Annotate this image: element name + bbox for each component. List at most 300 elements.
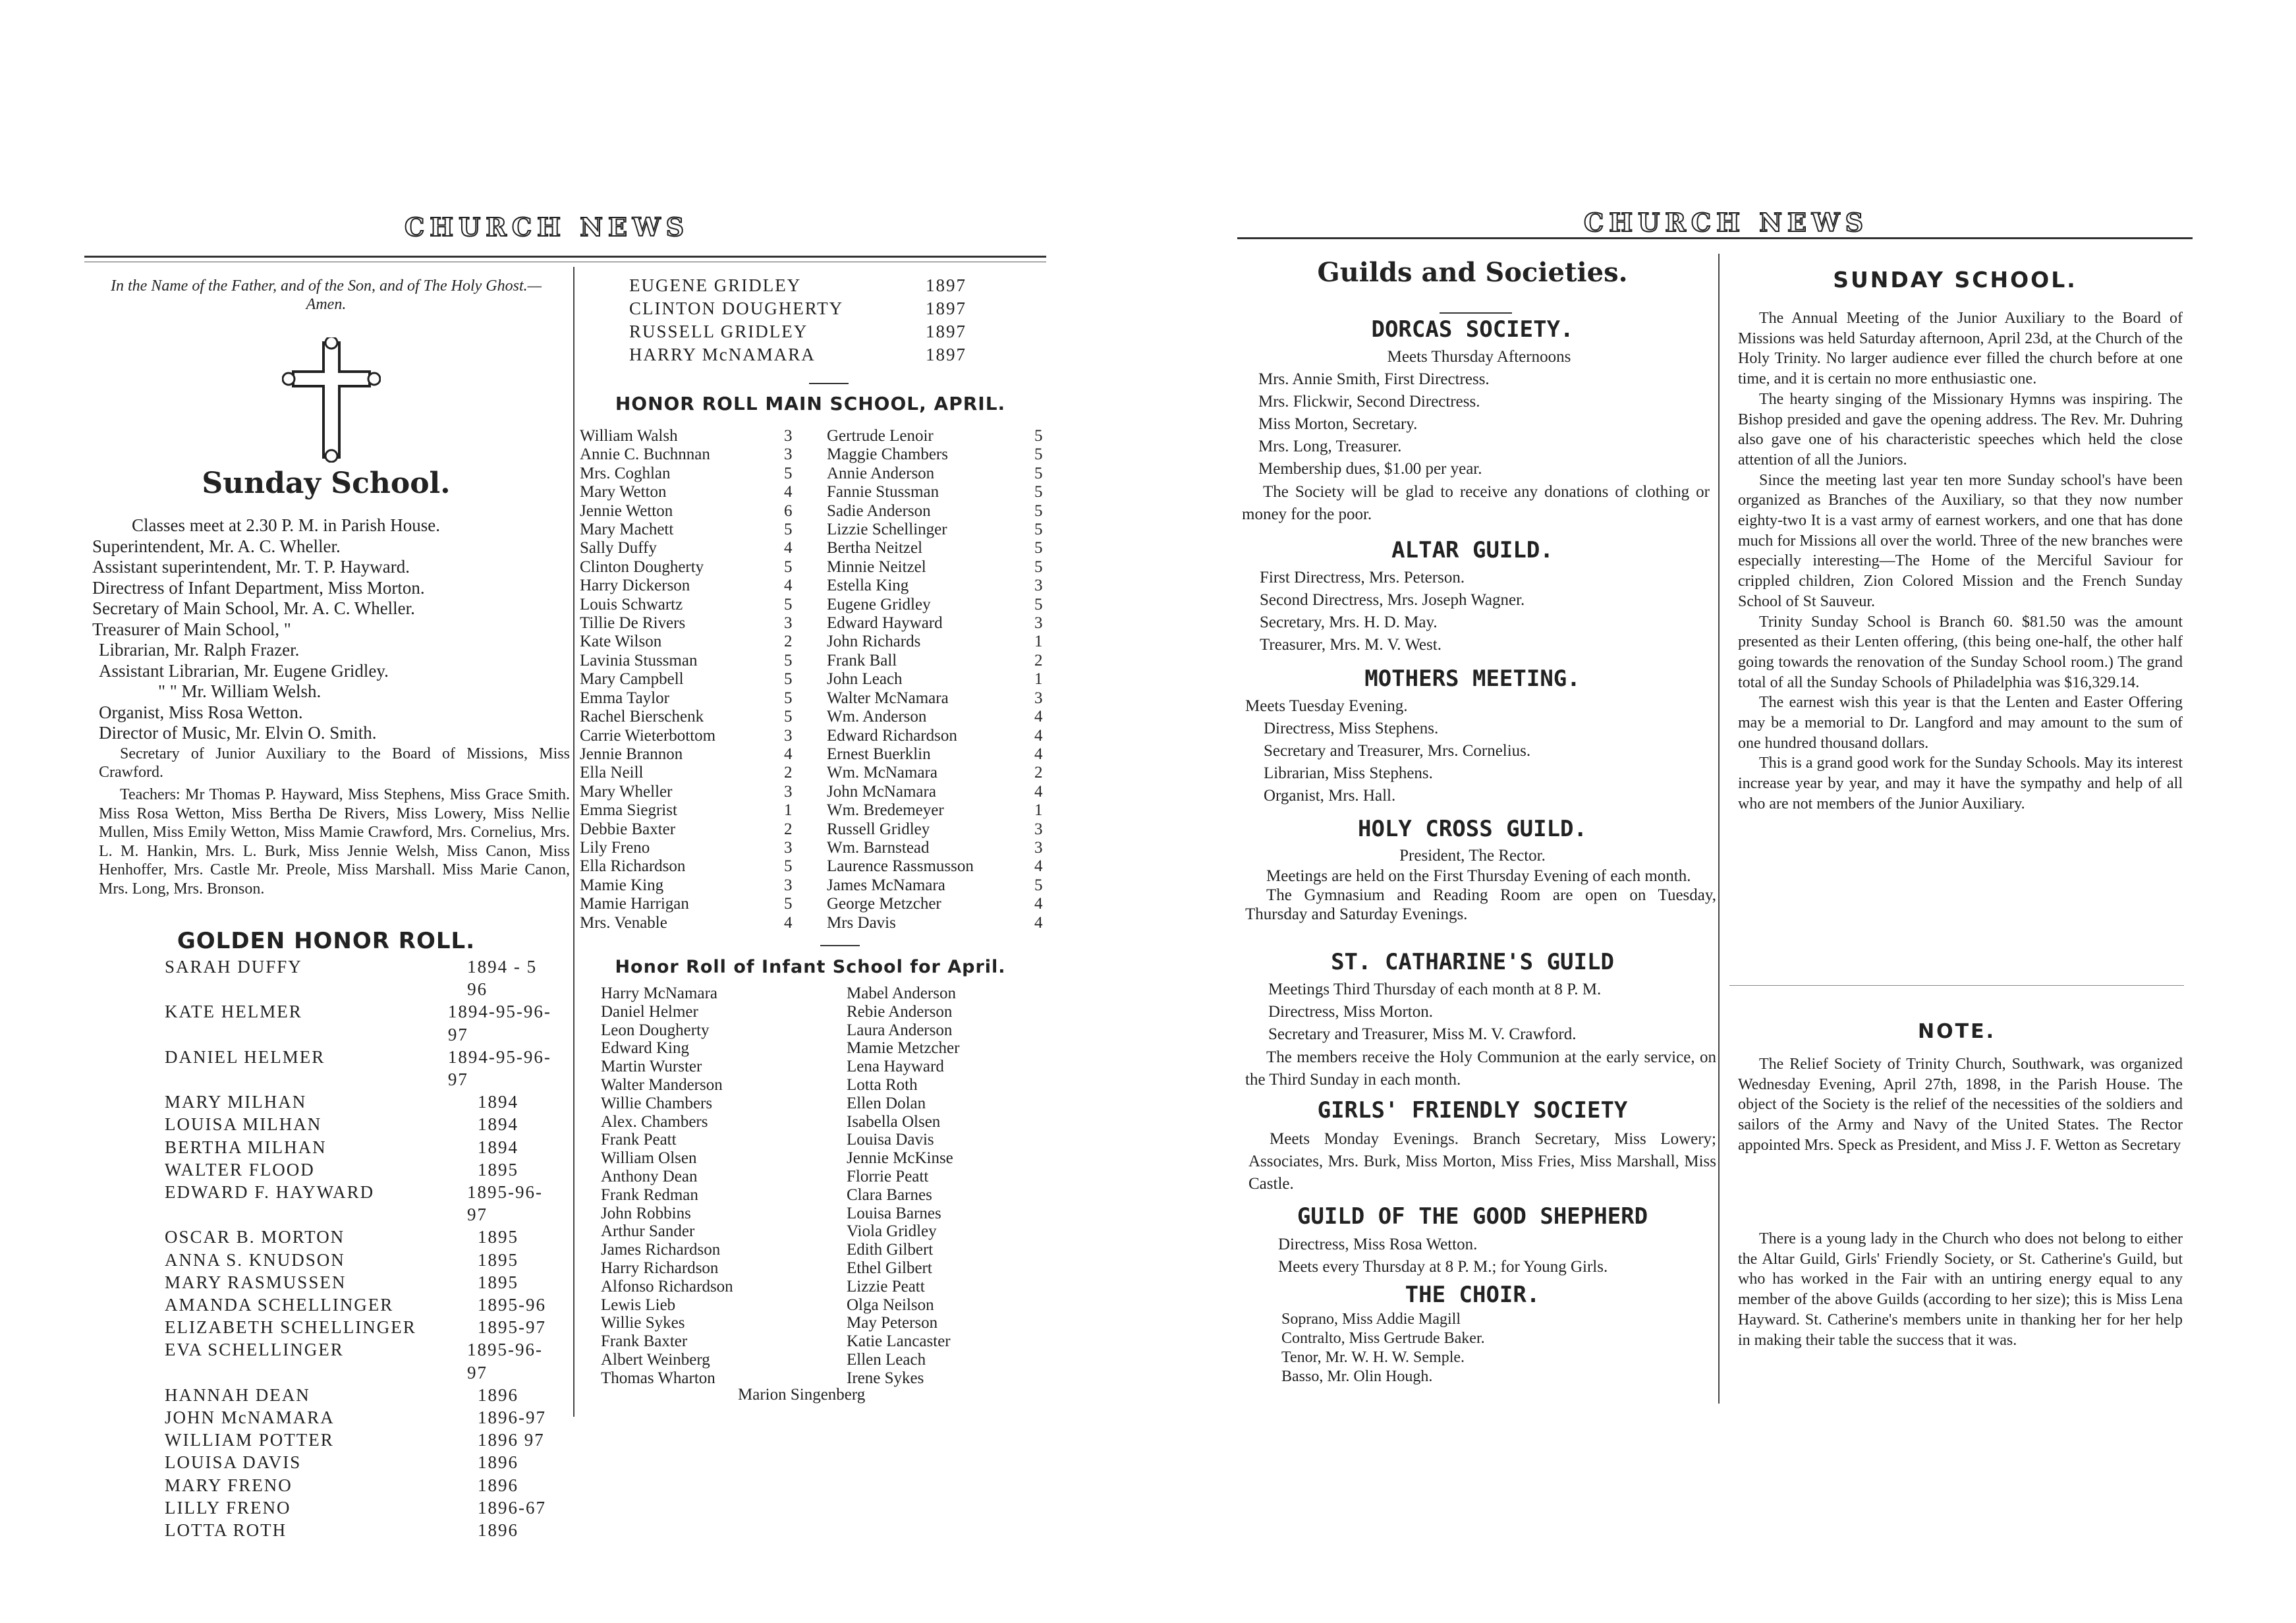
infant-name: John Robbins — [601, 1204, 691, 1222]
honor-row — [580, 839, 804, 857]
honor-name: Mamie King — [580, 876, 664, 894]
honor-count: 5 — [784, 651, 793, 669]
honor-count: 5 — [1034, 539, 1043, 557]
honor-row — [580, 596, 804, 614]
honor-infant-right — [847, 984, 1044, 1388]
choir-line: Basso, Mr. Olin Hough. — [1281, 1368, 1433, 1385]
honor-name: Jennie Brannon — [580, 745, 683, 763]
infant-name: Mabel Anderson — [847, 984, 956, 1002]
honor-name: Mary Wetton — [580, 483, 667, 501]
honor-count: 5 — [1034, 521, 1043, 539]
girls-text: Meets Monday Evenings. Branch Secretary, Miss Lowery; Associates, Mrs. Burk, Miss Morton, Miss Fries, Miss Marshall, Miss Castle. — [1248, 1130, 1716, 1193]
honor-row — [580, 465, 804, 483]
officer-line: Superintendent, Mr. A. C. Wheller. — [92, 536, 341, 556]
golden-name: EDWARD F. HAYWARD — [165, 1182, 375, 1203]
honor-row — [827, 652, 1057, 670]
honor-name: Lavinia Stussman — [580, 651, 698, 669]
infant-name: Rebie Anderson — [847, 1002, 953, 1021]
dorcas-meets: Meets Thursday Afternoons — [1387, 348, 1571, 366]
golden-row — [165, 1474, 560, 1496]
golden-name: BERTHA MILHAN — [165, 1137, 327, 1157]
divider — [1440, 312, 1512, 314]
honor-row — [580, 445, 804, 464]
infant-name: Jennie McKinse — [847, 1149, 953, 1168]
honor-row — [827, 857, 1057, 876]
infant-name: William Olsen — [601, 1149, 697, 1168]
article-paragraph: The earnest wish this year is that the Lenten and Easter Offering may be a memorial to Dr. Langford and may amount to the sum of one hundred thousand dollars. — [1738, 694, 2183, 752]
teachers — [99, 785, 570, 898]
honor-row — [827, 445, 1057, 464]
choir-line: Contralto, Miss Gertrude Baker. — [1281, 1330, 1485, 1347]
honor-infant-left — [601, 984, 818, 1388]
honor-infant-last: Marion Singenberg — [738, 1386, 866, 1404]
honor-row — [827, 558, 1057, 577]
honor-name: Kate Wilson — [580, 633, 662, 651]
golden-name: WALTER FLOOD — [165, 1159, 315, 1180]
honor-count: 4 — [784, 539, 793, 557]
infant-name: Harry McNamara — [601, 984, 717, 1002]
honor-name: George Metzcher — [827, 895, 941, 913]
honor-name: William Walsh — [580, 427, 678, 445]
honor-count: 4 — [1034, 895, 1043, 913]
golden-years: 1896 — [478, 1520, 518, 1541]
infant-name: Anthony Dean — [601, 1167, 698, 1185]
junior-aux-text: Secretary of Junior Auxiliary to the Board of Missions, Miss Crawford. — [99, 745, 570, 781]
altar-line: Second Directress, Mrs. Joseph Wagner. — [1260, 591, 1525, 609]
honor-count: 1 — [784, 801, 793, 820]
right-masthead-rule — [1237, 237, 2193, 239]
golden-name: HANNAH DEAN — [165, 1384, 310, 1405]
officer-line: Directress of Infant Department, Miss Morton. — [92, 577, 425, 598]
sunday-school-officers — [92, 515, 567, 744]
honor-name: Lizzie Schellinger — [827, 521, 947, 539]
golden-years: 1894-95-96-97 — [447, 1002, 551, 1044]
honor-infant-heading: Honor Roll of Infant School for April. — [615, 957, 1006, 977]
honor-name: Edward Hayward — [827, 614, 943, 633]
honor-count: 5 — [1034, 557, 1043, 576]
golden-years: 1897 — [926, 345, 966, 364]
honor-row — [827, 465, 1057, 483]
officer-line: Secretary of Main School, Mr. A. C. Wheller. — [92, 598, 415, 618]
infant-name: Albert Weinberg — [601, 1350, 710, 1369]
golden-row — [165, 1406, 560, 1429]
dorcas-line: Miss Morton, Secretary. — [1258, 415, 1418, 433]
golden-years: 1895 — [478, 1159, 518, 1180]
junior-aux-secretary — [99, 745, 570, 782]
honor-name: Carrie Wieterbottom — [580, 726, 716, 745]
golden-row — [165, 1294, 560, 1316]
infant-name: Frank Baxter — [601, 1332, 688, 1351]
golden-name: MARY RASMUSSEN — [165, 1272, 347, 1292]
honor-name: Emma Taylor — [580, 689, 669, 707]
honor-count: 2 — [784, 820, 793, 838]
infant-name: Mamie Metzcher — [847, 1039, 960, 1058]
officer-line: Organist, Miss Rosa Wetton. — [99, 702, 303, 722]
choir-line: Tenor, Mr. W. H. W. Semple. — [1281, 1349, 1465, 1366]
golden-row — [165, 1046, 560, 1091]
honor-row — [827, 895, 1057, 913]
golden-years: 1896-97 — [478, 1408, 546, 1428]
honor-name: John Leach — [827, 670, 903, 689]
guilds-heading: Guilds and Societies. — [1317, 257, 1628, 288]
honor-count: 5 — [784, 557, 793, 576]
mothers-line: Organist, Mrs. Hall. — [1264, 787, 1396, 805]
honor-row — [827, 689, 1057, 708]
honor-name: Jennie Wetton — [580, 501, 673, 520]
honor-name: Edward Richardson — [827, 726, 957, 745]
dorcas-line: Mrs. Long, Treasurer. — [1258, 438, 1402, 455]
honor-count: 3 — [784, 726, 793, 745]
altar-line: Secretary, Mrs. H. D. May. — [1260, 613, 1438, 631]
honor-count: 2 — [784, 633, 793, 651]
mothers-line: Directress, Miss Stephens. — [1264, 720, 1439, 737]
honor-count: 5 — [784, 521, 793, 539]
honor-row — [580, 633, 804, 651]
teachers-text: Teachers: Mr Thomas P. Hayward, Miss Stephens, Miss Grace Smith. Miss Rosa Wetton, Miss Bertha De Rivers, Miss Lowery, Miss Nellie Mullen, Miss Emily Wetton, Miss Mamie Crawford, Mrs. Cornelius, Mrs. L. M. Hankin, Mrs. L. Burk, Miss Jennie Welsh, Miss Canon, Miss Henhoffer, Mrs. Castle Mr. Preole, Miss Marshall. Miss Marie Canon, Mrs. Long, Mrs. Bronson. — [99, 786, 570, 897]
officer-line: Director of Music, Mr. Elvin O. Smith. — [99, 723, 377, 743]
infant-name: Clara Barnes — [847, 1185, 932, 1204]
honor-row — [827, 914, 1057, 932]
golden-row — [165, 1384, 560, 1406]
honor-row — [580, 783, 804, 801]
honor-name: Maggie Chambers — [827, 445, 948, 464]
left-column-divider — [573, 267, 574, 1417]
honor-count: 3 — [784, 838, 793, 857]
honor-row — [580, 483, 804, 501]
note-heading: NOTE. — [1918, 1020, 1996, 1043]
honor-name: Bertha Neitzel — [827, 539, 923, 557]
honor-count: 5 — [784, 708, 793, 726]
infant-name: Frank Redman — [601, 1185, 698, 1204]
golden-years: 1896 — [478, 1384, 518, 1405]
golden-name: DANIEL HELMER — [165, 1046, 325, 1067]
golden-row — [165, 955, 560, 1000]
honor-name: James McNamara — [827, 876, 945, 894]
infant-name: Frank Peatt — [601, 1131, 677, 1149]
honor-count: 2 — [1034, 651, 1043, 669]
infant-name: Ellen Leach — [847, 1350, 926, 1369]
golden-row — [629, 320, 1011, 343]
honor-name: Laurence Rassmusson — [827, 857, 974, 876]
infant-name: Leon Dougherty — [601, 1021, 710, 1039]
honor-name: Estella King — [827, 577, 909, 595]
dorcas-details — [1245, 346, 1713, 480]
honor-row — [827, 670, 1057, 689]
shepherd-line: Meets every Thursday at 8 P. M.; for Young Girls. — [1278, 1258, 1608, 1276]
honor-name: Ella Richardson — [580, 857, 686, 876]
golden-row — [165, 1451, 560, 1473]
shepherd-line: Directress, Miss Rosa Wetton. — [1278, 1236, 1478, 1253]
infant-name: Thomas Wharton — [601, 1369, 715, 1387]
officer-line: " " Mr. William Welsh. — [158, 681, 322, 701]
golden-years: 1894 - 5 96 — [467, 957, 538, 1000]
golden-row — [629, 274, 1011, 297]
golden-name: EUGENE GRIDLEY — [629, 275, 802, 295]
honor-count: 4 — [784, 483, 793, 501]
shepherd-heading: GUILD OF THE GOOD SHEPHERD — [1297, 1203, 1648, 1230]
honor-row — [580, 857, 804, 876]
honor-row — [580, 427, 804, 445]
infant-name: Katie Lancaster — [847, 1332, 951, 1351]
golden-name: LILLY FRENO — [165, 1497, 291, 1518]
honor-row — [580, 614, 804, 633]
honor-row — [580, 895, 804, 913]
dorcas-line: Mrs. Annie Smith, First Directress. — [1258, 370, 1490, 388]
honor-count: 6 — [784, 501, 793, 520]
honor-name: Walter McNamara — [827, 689, 949, 707]
note-young-lady-text: There is a young lady in the Church who does not belong to either the Altar Guild, Girls' Friendly Society, or St. Catherine's Guild, but who has worked in the Fair with an untiring energy equal to any member of the above Guilds (according to her size); this is Miss Lena Hayward. St. Catherine's members unite in thanking her for her help in making their table the success that it was. — [1738, 1230, 2183, 1349]
honor-name: Tillie De Rivers — [580, 614, 686, 633]
honor-row — [827, 614, 1057, 633]
honor-row — [580, 801, 804, 820]
altar-line: First Directress, Mrs. Peterson. — [1260, 569, 1465, 586]
infant-name: May Peterson — [847, 1314, 938, 1332]
honor-count: 5 — [1034, 464, 1043, 482]
note-text — [1738, 1054, 2183, 1156]
honor-row — [827, 820, 1057, 839]
honor-count: 4 — [784, 577, 793, 595]
golden-honor-roll-continued — [629, 274, 1011, 366]
golden-row — [165, 1271, 560, 1294]
article-paragraph: Since the meeting last year ten more Sunday school's have been organized as Branches of the Auxiliary, so that they now number eighty-two It is a vast army of earnest workers, and one that has done much for Missions all over the world. Three of the new branches were especially interesting—The Home of the Merciful Saviour for crippled children, Zion Colored Mission and the French Sunday School of St Sauveur. — [1738, 471, 2183, 610]
golden-name: RUSSELL GRIDLEY — [629, 322, 808, 341]
honor-main-right — [827, 427, 1057, 932]
golden-years: 1894 — [478, 1114, 518, 1135]
golden-name: ANNA S. KNUDSON — [165, 1249, 345, 1270]
honor-row — [580, 558, 804, 577]
golden-years: 1895-97 — [478, 1317, 546, 1338]
officer-line: Assistant Librarian, Mr. Eugene Gridley. — [99, 660, 389, 681]
honor-name: Harry Dickerson — [580, 577, 690, 595]
infant-name: Willie Chambers — [601, 1094, 713, 1112]
altar-line: Treasurer, Mrs. M. V. West. — [1260, 636, 1442, 654]
honor-row — [580, 652, 804, 670]
golden-years: 1895-96-97 — [466, 1182, 543, 1225]
honor-count: 4 — [1034, 726, 1043, 745]
holy-cross-details — [1245, 867, 1716, 924]
honor-row — [827, 783, 1057, 801]
left-masthead-rule — [84, 256, 1046, 258]
infant-name: Alfonso Richardson — [601, 1277, 733, 1296]
honor-name: Gertrude Lenoir — [827, 427, 934, 445]
honor-row — [580, 914, 804, 932]
infant-name: Lewis Lieb — [601, 1296, 676, 1314]
infant-name: Viola Gridley — [847, 1222, 937, 1241]
honor-count: 5 — [784, 464, 793, 482]
honor-count: 5 — [1034, 595, 1043, 613]
honor-row — [827, 839, 1057, 857]
honor-row — [580, 745, 804, 764]
honor-main-left — [580, 427, 804, 932]
honor-count: 4 — [1034, 857, 1043, 876]
honor-row — [580, 521, 804, 539]
golden-row — [629, 343, 1011, 366]
honor-row — [580, 764, 804, 782]
honor-row — [827, 539, 1057, 557]
honor-name: Clinton Dougherty — [580, 557, 704, 576]
infant-name: Martin Wurster — [601, 1058, 702, 1076]
honor-name: Mary Wheller — [580, 782, 673, 801]
infant-name: Olga Neilson — [847, 1296, 934, 1314]
honor-count: 3 — [784, 876, 793, 894]
honor-row — [827, 596, 1057, 614]
honor-count: 3 — [784, 427, 793, 445]
choir-details — [1281, 1310, 1710, 1386]
honor-name: Russell Gridley — [827, 820, 930, 838]
golden-name: LOUISA MILHAN — [165, 1114, 322, 1135]
honor-row — [827, 745, 1057, 764]
honor-name: Mrs. Coghlan — [580, 464, 671, 482]
honor-count: 3 — [784, 782, 793, 801]
honor-row — [827, 427, 1057, 445]
infant-name: Irene Sykes — [847, 1369, 924, 1387]
honor-row — [827, 764, 1057, 782]
article-paragraph: The hearty singing of the Missionary Hymns was inspiring. The Bishop presided and gave the opening address. The Rev. Mr. Duhring also gave one of his characteristic speeches which held the close attention of all the Juniors. — [1738, 390, 2183, 469]
golden-years: 1896 97 — [478, 1430, 545, 1450]
honor-row — [827, 633, 1057, 651]
honor-row — [580, 727, 804, 745]
honor-name: Wm. McNamara — [827, 764, 938, 782]
golden-name: AMANDA SCHELLINGER — [165, 1295, 394, 1315]
golden-name: MARY FRENO — [165, 1475, 293, 1495]
golden-row — [165, 1158, 560, 1181]
honor-name: Ernest Buerklin — [827, 745, 931, 763]
honor-row — [827, 727, 1057, 745]
mothers-details — [1245, 695, 1706, 807]
choir-heading: THE CHOIR. — [1405, 1282, 1540, 1308]
honor-count: 4 — [1034, 708, 1043, 726]
honor-count: 5 — [784, 595, 793, 613]
honor-count: 1 — [1034, 801, 1043, 820]
honor-name: Frank Ball — [827, 651, 897, 669]
honor-name: Eugene Gridley — [827, 595, 931, 613]
mothers-line: Secretary and Treasurer, Mrs. Cornelius. — [1264, 742, 1531, 760]
honor-row — [580, 708, 804, 726]
infant-name: Arthur Sander — [601, 1222, 695, 1241]
note-young-lady — [1738, 1229, 2183, 1350]
honor-row — [580, 689, 804, 708]
honor-row — [827, 876, 1057, 895]
cross-icon — [282, 337, 381, 463]
honor-name: Sally Duffy — [580, 539, 657, 557]
golden-years: 1895 — [478, 1249, 518, 1270]
honor-count: 3 — [784, 614, 793, 633]
dorcas-note-text: The Society will be glad to receive any donations of clothing or money for the poor. — [1242, 483, 1710, 523]
honor-count: 3 — [1034, 577, 1043, 595]
infant-name: Ellen Dolan — [847, 1094, 926, 1112]
golden-name: EVA SCHELLINGER — [165, 1340, 344, 1360]
golden-years: 1895 — [478, 1227, 518, 1247]
golden-row — [165, 1181, 560, 1226]
honor-count: 2 — [1034, 764, 1043, 782]
honor-count: 5 — [1034, 483, 1043, 501]
catharine-line: Secretary and Treasurer, Miss M. V. Crawford. — [1268, 1025, 1577, 1043]
honor-name: Mrs. Venable — [580, 913, 667, 932]
mothers-line: Meets Tuesday Evening. — [1245, 697, 1408, 715]
honor-name: Mrs Davis — [827, 913, 896, 932]
honor-count: 5 — [1034, 427, 1043, 445]
honor-row — [580, 670, 804, 689]
article-paragraph: The Annual Meeting of the Junior Auxiliary to the Board of Missions was held Saturday afternoon, April 23d, at the Church of the Holy Trinity. No larger audience ever filled the church before at one time, and it is certain no more enthusiastic one. — [1738, 310, 2183, 388]
golden-name: CLINTON DOUGHERTY — [629, 299, 844, 318]
left-masthead: CHURCH NEWS — [404, 212, 690, 242]
officer-line: Treasurer of Main School, " — [92, 619, 291, 639]
golden-honor-roll — [165, 955, 560, 1541]
sunday-school-right-heading: SUNDAY SCHOOL. — [1833, 267, 2077, 293]
golden-honor-roll-heading: GOLDEN HONOR ROLL. — [177, 928, 476, 954]
honor-name: Mary Machett — [580, 521, 674, 539]
honor-count: 3 — [1034, 689, 1043, 707]
altar-details — [1260, 567, 1714, 656]
honor-name: Wm. Bredemeyer — [827, 801, 944, 820]
honor-name: Emma Siegrist — [580, 801, 677, 820]
honor-count: 3 — [1034, 820, 1043, 838]
catharine-line: Directress, Miss Morton. — [1268, 1003, 1433, 1021]
right-masthead: CHURCH NEWS — [1583, 208, 1869, 237]
article-paragraph: This is a grand good work for the Sunday Schools. May its interest increase year by year, and may it have the sympathy and help of all who are not members of the Junior Auxiliary. — [1738, 755, 2183, 812]
mothers-heading: MOTHERS MEETING. — [1364, 666, 1581, 692]
honor-count: 5 — [1034, 876, 1043, 894]
golden-row — [165, 1000, 560, 1045]
officer-line: Assistant superintendent, Mr. T. P. Hayward. — [92, 557, 410, 577]
infant-name: Daniel Helmer — [601, 1002, 698, 1021]
golden-name: MARY MILHAN — [165, 1092, 307, 1112]
honor-name: John Richards — [827, 633, 921, 651]
catharine-heading: ST. CATHARINE'S GUILD — [1331, 949, 1614, 975]
officer-line: Classes meet at 2.30 P. M. in Parish House. — [132, 515, 440, 535]
honor-name: Mamie Harrigan — [580, 895, 689, 913]
article-paragraph: Trinity Sunday School is Branch 60. $81.50 was the amount presented as their Lenten offering, (this being one-half, the other half going towards the renovation of the Sunday School room.) The grand total of all the Sunday Schools of Philadelphia was $16,329.14. — [1738, 613, 2183, 691]
honor-count: 4 — [1034, 782, 1043, 801]
honor-count: 5 — [784, 895, 793, 913]
golden-name: WILLIAM POTTER — [165, 1430, 334, 1450]
infant-name: Louisa Barnes — [847, 1204, 941, 1222]
divider — [820, 945, 860, 946]
infant-name: Louisa Davis — [847, 1131, 934, 1149]
golden-years: 1894 — [478, 1092, 518, 1112]
golden-name: LOTTA ROTH — [165, 1520, 287, 1541]
honor-count: 5 — [784, 689, 793, 707]
infant-name: Isabella Olsen — [847, 1112, 941, 1131]
honor-row — [827, 708, 1057, 726]
golden-years: 1897 — [926, 322, 966, 341]
golden-row — [165, 1226, 560, 1248]
golden-years: 1894 — [478, 1137, 518, 1157]
choir-line: Soprano, Miss Addie Magill — [1281, 1311, 1461, 1328]
honor-count: 2 — [784, 764, 793, 782]
honor-count: 5 — [784, 670, 793, 689]
golden-years: 1897 — [926, 299, 966, 318]
honor-name: John McNamara — [827, 782, 936, 801]
golden-row — [165, 1316, 560, 1338]
golden-years: 1895 — [478, 1272, 518, 1292]
honor-main-heading: HONOR ROLL MAIN SCHOOL, APRIL. — [615, 393, 1006, 414]
honor-count: 5 — [784, 857, 793, 876]
honor-name: Louis Schwartz — [580, 595, 683, 613]
golden-row — [629, 297, 1011, 320]
infant-name: Alex. Chambers — [601, 1112, 708, 1131]
note-relief-society: The Relief Society of Trinity Church, Southwark, was organized Wednesday Evening, April 27th, 1898, in the Parish House. The object of the Society is the relief of the necessities of the soldiers and sailors of the Army and Navy of the United States. The Rector appointed Mrs. Speck as President, and Miss J. F. Wetton as Secretary — [1738, 1056, 2183, 1154]
right-column-divider — [1718, 254, 1720, 1404]
honor-count: 3 — [1034, 614, 1043, 633]
honor-row — [580, 577, 804, 595]
dorcas-line: Mrs. Flickwir, Second Directress. — [1258, 393, 1480, 411]
sunday-school-heading: Sunday School. — [202, 467, 451, 500]
golden-row — [165, 1091, 560, 1113]
golden-name: HARRY McNAMARA — [629, 345, 816, 364]
girls-heading: GIRLS' FRIENDLY SOCIETY — [1317, 1097, 1628, 1124]
golden-name: LOUISA DAVIS — [165, 1452, 302, 1473]
